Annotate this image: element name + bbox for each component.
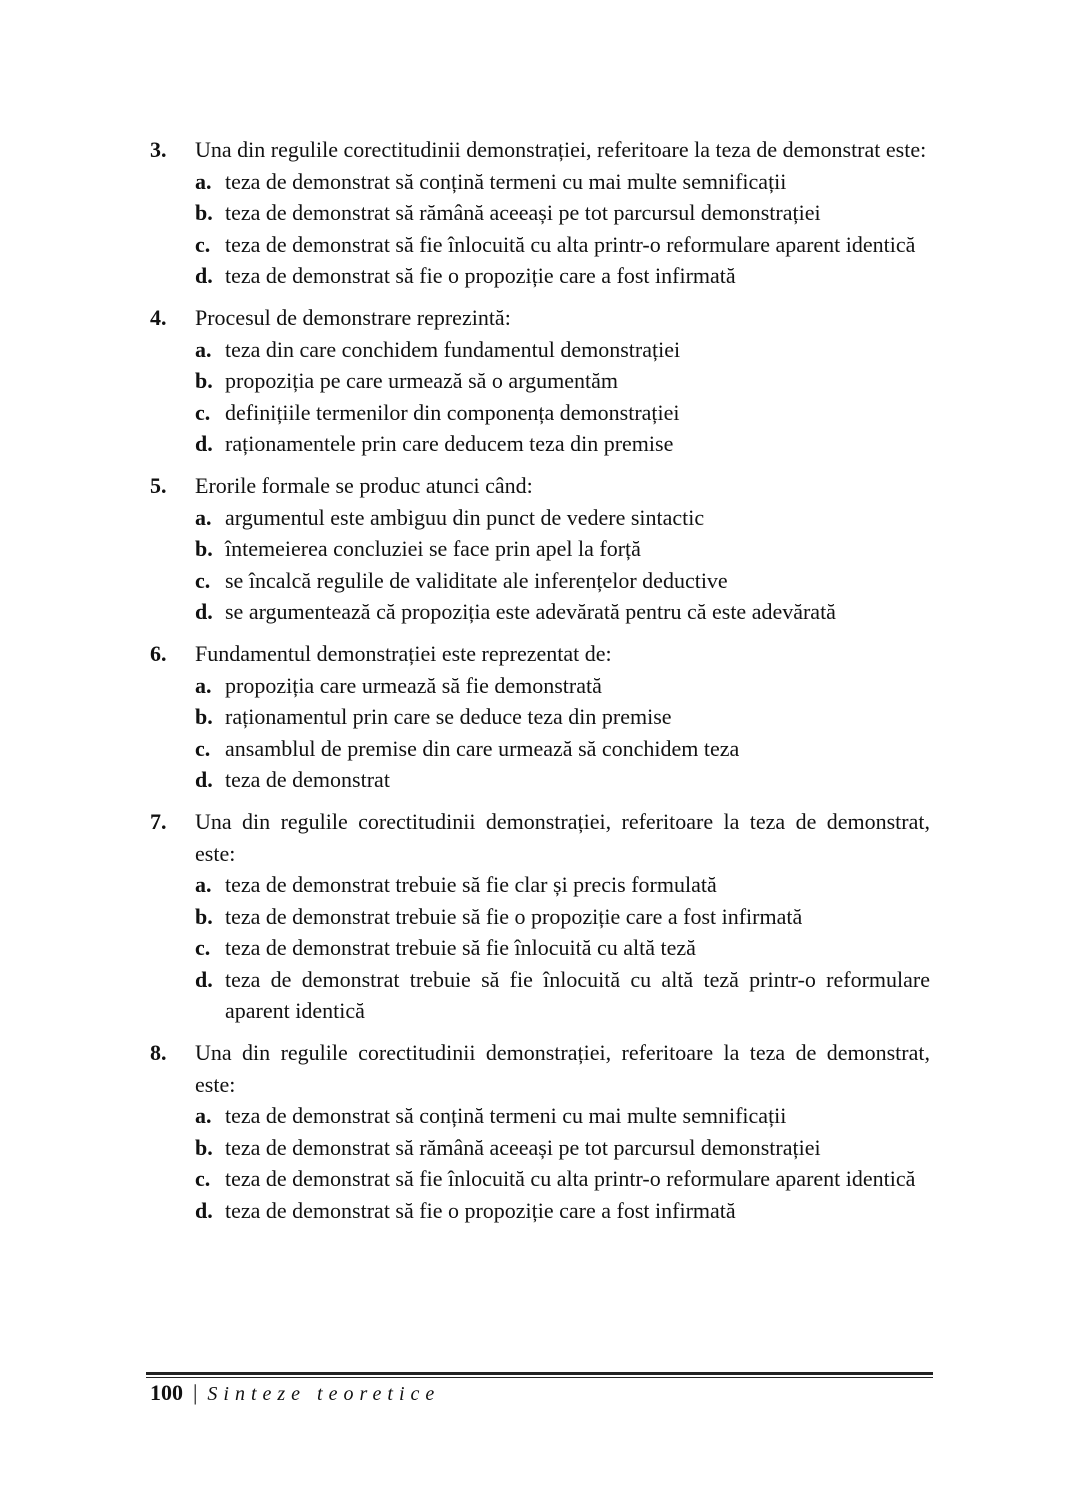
option-text: propoziția care urmează să fie demonstrată [225, 672, 602, 698]
option-letter: a. [195, 1103, 212, 1128]
question-text: Una din regulile corectitudinii demonstrației, referitoare la teza de demonstrat, este: [195, 1040, 930, 1097]
option-text: ansamblul de premise din care urmează să conchidem teza [225, 735, 740, 761]
option-text: teza de demonstrat trebuie să fie înlocuită cu altă teză printr-o reformulare aparent identică [225, 966, 930, 1023]
question-number: 8. [150, 1040, 167, 1065]
answer-option [195, 397, 930, 429]
question-item [150, 302, 930, 460]
answer-option [195, 502, 930, 534]
option-letter: d. [195, 767, 213, 792]
option-letter: d. [195, 1197, 213, 1223]
option-letter: c. [195, 935, 211, 960]
option-text: teza de demonstrat [225, 767, 390, 792]
answer-option [195, 764, 930, 796]
option-text: teza de demonstrat trebuie să fie clar și precis formulată [225, 872, 717, 897]
footer-separator: | [193, 1380, 198, 1405]
question-item [150, 806, 930, 1027]
option-text: teza de demonstrat să conțină termeni cu mai multe semnificații [225, 1103, 787, 1128]
answer-option [195, 1132, 930, 1164]
option-letter: a. [195, 504, 212, 530]
answer-option [195, 229, 930, 261]
answer-option [195, 365, 930, 397]
answer-option [195, 733, 930, 765]
question-item [150, 638, 930, 796]
answer-option [195, 1195, 930, 1227]
option-letter: d. [195, 263, 213, 288]
option-text: teza de demonstrat trebuie să fie o propoziție care a fost infirmată [225, 903, 803, 929]
option-letter: a. [195, 168, 212, 194]
option-text: propoziția pe care urmează să o argumentăm [225, 368, 618, 393]
question-text: Una din regulile corectitudinii demonstrației, referitoare la teza de demonstrat este: [195, 137, 927, 162]
option-letter: a. [195, 872, 212, 897]
option-letter: c. [195, 567, 211, 593]
option-letter: c. [195, 399, 211, 425]
question-text: Una din regulile corectitudinii demonstrației, referitoare la teza de demonstrat, este: [195, 809, 930, 866]
answer-option [195, 565, 930, 597]
answer-option [195, 197, 930, 229]
option-text: teza de demonstrat să rămână aceeași pe tot parcursul demonstrației [225, 200, 821, 225]
answer-option [195, 932, 930, 964]
question-text: Fundamentul demonstrației este reprezentat de: [195, 641, 612, 666]
option-text: teza de demonstrat să fie înlocuită cu alta printr-o reformulare aparent identică [225, 231, 916, 257]
answer-option [195, 1100, 930, 1132]
option-letter: c. [195, 231, 211, 257]
option-letter: a. [195, 336, 212, 362]
answer-option [195, 964, 930, 1027]
footer-rule-thin [146, 1377, 933, 1378]
option-text: teza din care conchidem fundamentul demonstrației [225, 336, 681, 362]
answer-option [195, 1163, 930, 1195]
question-text: Procesul de demonstrare reprezintă: [195, 305, 511, 330]
option-text: definițiile termenilor din componența demonstrației [225, 399, 680, 425]
option-letter: d. [195, 431, 213, 456]
page-number: 100 [150, 1380, 183, 1405]
question-item [150, 470, 930, 628]
question-item [150, 134, 930, 292]
option-letter: c. [195, 1166, 211, 1191]
question-text: Erorile formale se produc atunci când: [195, 473, 533, 498]
answer-option [195, 596, 930, 628]
option-letter: b. [195, 704, 213, 729]
answer-option [195, 166, 930, 198]
option-text: argumentul este ambiguu din punct de vedere sintactic [225, 504, 705, 530]
option-letter: b. [195, 200, 213, 225]
option-text: se argumentează că propoziția este adevărată pentru că este adevărată [225, 599, 836, 624]
question-item [150, 1037, 930, 1226]
option-letter: b. [195, 368, 213, 393]
option-letter: b. [195, 1134, 213, 1160]
answer-option [195, 260, 930, 292]
answer-option [195, 670, 930, 702]
option-letter: b. [195, 536, 213, 561]
answer-option [195, 334, 930, 366]
question-number: 3. [150, 137, 167, 162]
answer-option [195, 869, 930, 901]
option-text: teza de demonstrat trebuie să fie înlocuită cu altă teză [225, 935, 696, 960]
answer-option [195, 428, 930, 460]
option-text: se încalcă regulile de validitate ale inferențelor deductive [225, 567, 728, 593]
option-letter: b. [195, 903, 213, 929]
answer-option [195, 701, 930, 733]
option-letter: c. [195, 735, 211, 761]
option-text: raționamentul prin care se deduce teza din premise [225, 704, 672, 729]
option-text: teza de demonstrat să fie o propoziție care a fost infirmată [225, 263, 736, 288]
option-text: raționamentele prin care deducem teza din premise [225, 431, 674, 456]
option-text: teza de demonstrat să fie înlocuită cu alta printr-o reformulare aparent identică [225, 1166, 916, 1191]
question-number: 6. [150, 641, 167, 666]
option-letter: d. [195, 599, 213, 624]
option-text: teza de demonstrat să conțină termeni cu mai multe semnificații [225, 168, 787, 194]
option-text: teza de demonstrat să rămână aceeași pe tot parcursul demonstrației [225, 1134, 821, 1160]
option-text: teza de demonstrat să fie o propoziție care a fost infirmată [225, 1197, 736, 1223]
option-letter: d. [195, 966, 213, 992]
footer-rule [146, 1372, 933, 1375]
question-list [150, 134, 930, 1237]
running-title: Sinteze teoretice [207, 1383, 441, 1405]
option-letter: a. [195, 672, 212, 698]
answer-option [195, 901, 930, 933]
question-number: 7. [150, 809, 167, 834]
question-number: 4. [150, 305, 167, 330]
page-footer [150, 1380, 440, 1406]
question-number: 5. [150, 473, 167, 498]
option-text: întemeierea concluziei se face prin apel la forță [225, 536, 641, 561]
answer-option [195, 533, 930, 565]
